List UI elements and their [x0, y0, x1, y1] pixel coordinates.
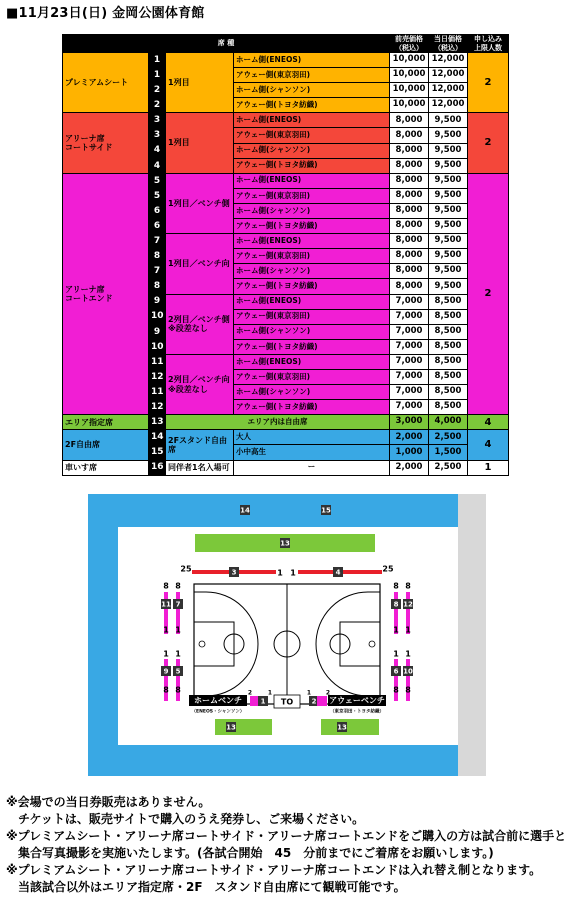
label-1: 1	[175, 625, 181, 635]
label-1: 1	[267, 689, 273, 697]
advance-price: 10,000	[390, 53, 429, 68]
section-number: 5	[149, 188, 166, 203]
category-name: 車いす席	[63, 460, 149, 475]
table-row	[63, 430, 509, 445]
to-label: TO	[280, 697, 294, 707]
side-label: アウェー側(トヨタ紡織)	[234, 98, 390, 113]
door-price: 8,500	[429, 400, 468, 415]
door-price: 9,500	[429, 128, 468, 143]
section-number: 7	[149, 234, 166, 249]
row-label: 1列目	[166, 113, 234, 173]
section-13-top: 13	[280, 539, 290, 548]
note-line: 当該試合以外はエリア指定席・2F スタンド自由席にて観戦可能です。	[6, 880, 406, 894]
door-price: 9,500	[429, 113, 468, 128]
section-number: 11	[149, 354, 166, 369]
section-13-right: 13	[337, 723, 347, 732]
category-name: プレミアムシート	[63, 53, 149, 113]
note-line: ※プレミアムシート・アリーナ席コートサイド・アリーナ席コートエンドは入れ替え制となります。	[6, 863, 542, 877]
door-price: 12,000	[429, 83, 468, 98]
side-label: ホーム側(シャンソン)	[234, 143, 390, 158]
section-9: 9	[163, 667, 169, 676]
door-price: 9,500	[429, 173, 468, 188]
area-13-right	[321, 719, 379, 735]
section-number: 9	[149, 294, 166, 309]
label-8: 8	[175, 581, 181, 591]
section-number: 9	[149, 324, 166, 339]
limit-count: 2	[468, 113, 509, 173]
table-row	[63, 113, 509, 128]
label-8: 8	[163, 581, 169, 591]
advance-price: 3,000	[390, 415, 429, 430]
side-label: 小中高生	[234, 445, 390, 460]
limit-count: 2	[468, 53, 509, 113]
note-line: ※プレミアムシート・アリーナ席コートサイド・アリーナ席コートエンドをご購入の方は試合前に選手と	[6, 829, 567, 843]
note-line: チケットは、販売サイトで購入のうえ発券し、ご来場ください。	[6, 812, 365, 826]
area-13-left	[215, 719, 272, 735]
door-price: 9,500	[429, 264, 468, 279]
limit-count: 4	[468, 430, 509, 460]
side-label: 大人	[234, 430, 390, 445]
door-price: 9,500	[429, 234, 468, 249]
section-number: 2	[149, 98, 166, 113]
side-label: アウェー側(トヨタ紡織)	[234, 339, 390, 354]
category-name: エリア指定席	[63, 415, 149, 430]
section-number: 12	[149, 369, 166, 384]
section-number: 15	[149, 445, 166, 460]
section-number: 10	[149, 309, 166, 324]
label-1-left: 1	[277, 568, 283, 578]
section-number: 1	[149, 68, 166, 83]
section-number: 7	[149, 264, 166, 279]
section-number: 8	[149, 249, 166, 264]
door-price: 8,500	[429, 369, 468, 384]
label-8: 8	[163, 685, 169, 695]
venue-seat-map	[88, 494, 486, 776]
label-8: 8	[405, 685, 411, 695]
label-8: 8	[405, 581, 411, 591]
door-price: 9,500	[429, 158, 468, 173]
limit-count: 4	[468, 415, 509, 430]
door-price: 8,500	[429, 294, 468, 309]
section-number: 3	[149, 128, 166, 143]
door-price: 9,500	[429, 219, 468, 234]
section-number: 6	[149, 203, 166, 218]
side-label: ホーム側(シャンソン)	[234, 324, 390, 339]
section-4: 4	[335, 568, 341, 577]
table-row	[63, 173, 509, 188]
note-line: ※会場での当日券販売はありません。	[6, 795, 211, 809]
advance-price: 8,000	[390, 173, 429, 188]
header-seat-type: 席 種	[63, 35, 390, 53]
side-label: アウェー側(トヨタ紡織)	[234, 279, 390, 294]
section-number: 1	[149, 53, 166, 68]
section-14: 14	[240, 506, 250, 515]
side-label: ホーム側(ENEOS)	[234, 53, 390, 68]
wheel-2-pink	[317, 696, 327, 706]
side-label: アウェー側(東京羽田)	[234, 249, 390, 264]
table-header	[63, 35, 509, 53]
table-row	[63, 415, 509, 430]
section-number: 2	[149, 83, 166, 98]
advance-price: 8,000	[390, 158, 429, 173]
seat-col-6	[394, 659, 398, 701]
section-number: 12	[149, 400, 166, 415]
door-price: 12,000	[429, 98, 468, 113]
advance-price: 2,000	[390, 460, 429, 475]
side-wall	[458, 494, 486, 776]
advance-price: 8,000	[390, 249, 429, 264]
seat-price-table	[62, 34, 509, 476]
section-number: 10	[149, 339, 166, 354]
header-door-price: 当日価格 （税込）	[429, 35, 468, 53]
row-label: 1列目／ベンチ側	[166, 173, 234, 233]
section-number: 14	[149, 430, 166, 445]
door-price: 9,500	[429, 188, 468, 203]
side-label: ー	[234, 460, 390, 475]
advance-price: 7,000	[390, 309, 429, 324]
section-number: 13	[149, 415, 166, 430]
advance-price: 7,000	[390, 354, 429, 369]
section-12: 12	[403, 600, 413, 609]
category-name: 2F自由席	[63, 430, 149, 460]
advance-price: 8,000	[390, 203, 429, 218]
row-label: 同伴者1名入場可	[166, 460, 234, 475]
door-price: 9,500	[429, 203, 468, 218]
label-1: 1	[405, 649, 411, 659]
advance-price: 10,000	[390, 98, 429, 113]
door-price: 8,500	[429, 324, 468, 339]
door-price: 12,000	[429, 53, 468, 68]
table-row	[63, 53, 509, 68]
page-title: ■11月23日(日) 金岡公園体育館	[6, 6, 205, 21]
label-1: 1	[393, 625, 399, 635]
row-label: 1列目	[166, 53, 234, 113]
door-price: 9,500	[429, 249, 468, 264]
section-10: 10	[403, 667, 413, 676]
label-1: 1	[163, 625, 169, 635]
section-11: 11	[161, 600, 171, 609]
label-1-right: 1	[290, 568, 296, 578]
section-6: 6	[393, 667, 399, 676]
home-bench-label: ホームベンチ	[194, 696, 242, 705]
seat-col-5	[176, 659, 180, 701]
section-number: 8	[149, 279, 166, 294]
label-2: 2	[247, 689, 253, 697]
door-price: 9,500	[429, 279, 468, 294]
side-label: ホーム側(シャンソン)	[234, 385, 390, 400]
table-row	[63, 460, 509, 475]
away-bench-label: アウェーベンチ	[329, 696, 385, 705]
row-label: 2Fスタンド自由席	[166, 430, 234, 460]
label-8: 8	[393, 685, 399, 695]
door-price: 8,500	[429, 385, 468, 400]
door-price: 8,500	[429, 354, 468, 369]
advance-price: 7,000	[390, 385, 429, 400]
home-bench-sub: （ENEOS・シャンソン）	[191, 709, 245, 715]
advance-price: 8,000	[390, 279, 429, 294]
label-1: 1	[163, 649, 169, 659]
category-name: アリーナ席 コートサイド	[63, 113, 149, 173]
section-number: 4	[149, 143, 166, 158]
advance-price: 8,000	[390, 113, 429, 128]
door-price: 4,000	[429, 415, 468, 430]
section-15: 15	[321, 506, 331, 515]
category-name: アリーナ席 コートエンド	[63, 173, 149, 415]
section-7: 7	[175, 600, 181, 609]
note-line: 集合写真撮影を実施いたします。(各試合開始 45 分前までにご着席をお願いします。)	[6, 846, 494, 860]
label-1: 1	[175, 649, 181, 659]
header-limit: 申し込み 上限人数	[468, 35, 509, 53]
side-label: アウェー側(東京羽田)	[234, 369, 390, 384]
advance-price: 1,000	[390, 445, 429, 460]
section-1: 1	[260, 697, 266, 706]
section-3: 3	[231, 568, 237, 577]
row-label: エリア内は自由席	[166, 415, 390, 430]
side-label: ホーム側(ENEOS)	[234, 234, 390, 249]
section-number: 3	[149, 113, 166, 128]
side-label: ホーム側(ENEOS)	[234, 294, 390, 309]
door-price: 12,000	[429, 68, 468, 83]
notes	[6, 794, 566, 896]
label-2: 2	[325, 689, 331, 697]
advance-price: 8,000	[390, 219, 429, 234]
section-number: 5	[149, 173, 166, 188]
advance-price: 7,000	[390, 339, 429, 354]
label-25-left: 25	[180, 564, 192, 574]
section-8: 8	[393, 600, 399, 609]
label-25-right: 25	[382, 564, 394, 574]
side-label: ホーム側(ENEOS)	[234, 173, 390, 188]
seat-col-9	[164, 659, 168, 701]
advance-price: 7,000	[390, 369, 429, 384]
section-13-left: 13	[226, 723, 236, 732]
door-price: 2,500	[429, 430, 468, 445]
door-price: 8,500	[429, 309, 468, 324]
advance-price: 7,000	[390, 294, 429, 309]
door-price: 9,500	[429, 143, 468, 158]
side-label: ホーム側(シャンソン)	[234, 203, 390, 218]
row-label: 2列目／ベンチ側 ※段差なし	[166, 294, 234, 354]
label-1: 1	[393, 649, 399, 659]
door-price: 1,500	[429, 445, 468, 460]
door-price: 8,500	[429, 339, 468, 354]
side-label: アウェー側(東京羽田)	[234, 309, 390, 324]
side-label: ホーム側(ENEOS)	[234, 354, 390, 369]
advance-price: 7,000	[390, 324, 429, 339]
side-label: アウェー側(トヨタ紡織)	[234, 400, 390, 415]
section-number: 4	[149, 158, 166, 173]
side-label: アウェー側(東京羽田)	[234, 68, 390, 83]
advance-price: 10,000	[390, 68, 429, 83]
side-label: ホーム側(ENEOS)	[234, 113, 390, 128]
side-label: アウェー側(トヨタ紡織)	[234, 158, 390, 173]
limit-count: 2	[468, 173, 509, 415]
advance-price: 8,000	[390, 188, 429, 203]
advance-price: 10,000	[390, 83, 429, 98]
label-1: 1	[405, 625, 411, 635]
side-label: ホーム側(シャンソン)	[234, 264, 390, 279]
limit-count: 1	[468, 460, 509, 475]
seat-col-10	[406, 659, 410, 701]
section-number: 16	[149, 460, 166, 475]
section-5: 5	[175, 667, 181, 676]
section-number: 11	[149, 385, 166, 400]
side-label: アウェー側(東京羽田)	[234, 188, 390, 203]
side-label: アウェー側(トヨタ紡織)	[234, 219, 390, 234]
label-8: 8	[175, 685, 181, 695]
row-label: 2列目／ベンチ向 ※段差なし	[166, 354, 234, 414]
advance-price: 8,000	[390, 143, 429, 158]
label-1: 1	[306, 689, 312, 697]
arena-floor	[118, 527, 458, 745]
section-2: 2	[311, 697, 317, 706]
advance-price: 8,000	[390, 128, 429, 143]
header-advance-price: 前売価格 （税込）	[390, 35, 429, 53]
row-label: 1列目／ベンチ向	[166, 234, 234, 294]
advance-price: 7,000	[390, 400, 429, 415]
side-label: アウェー側(東京羽田)	[234, 128, 390, 143]
advance-price: 8,000	[390, 234, 429, 249]
side-label: ホーム側(シャンソン)	[234, 83, 390, 98]
away-bench-sub: （東京羽田・トヨタ紡織）	[330, 709, 384, 715]
advance-price: 8,000	[390, 264, 429, 279]
section-number: 6	[149, 219, 166, 234]
advance-price: 2,000	[390, 430, 429, 445]
door-price: 2,500	[429, 460, 468, 475]
label-8: 8	[393, 581, 399, 591]
